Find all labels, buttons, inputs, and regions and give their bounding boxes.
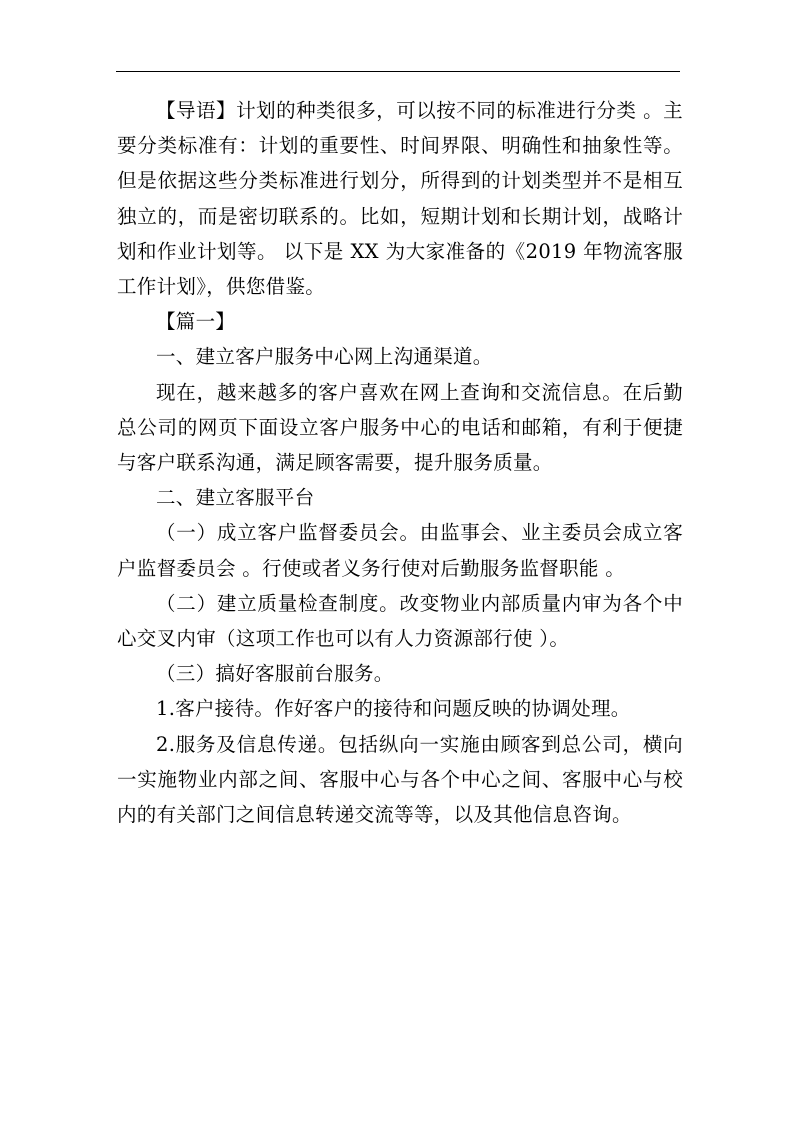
- heading-service-platform: 二、建立客服平台: [156, 486, 315, 510]
- header-rule: [116, 71, 680, 72]
- intro-paragraph: 【导语】计划的种类很多，可以按不同的标准进行分类 。主要分类标准有：计划的重要性、时间界限、明确性和抽象性等。但是依据这些分类标准进行划分，所得到的计划类型并不是相互独立的，而是密切联系的。比如，短期计划和长期计划，战略计划和作业计划等。 以下是 XX 为大家准备的《2019 年物流客服工作计划》，供您借鉴。: [117, 99, 683, 299]
- front-desk-heading: （三）搞好客服前台服务。: [156, 662, 394, 686]
- document-body: [117, 93, 683, 832]
- supervision-committee-paragraph: （一）成立客户监督委员会。由监事会、业主委员会成立客户监督委员会 。行使或者义务行使对后勤服务监督职能 。: [117, 521, 683, 580]
- information-delivery-item: 2.服务及信息传递。包括纵向一实施由顾客到总公司，横向一实施物业内部之间、客服中心与各个中心之间、客服中心与校内的有关部门之间信息转递交流等等，以及其他信息咨询。: [117, 732, 683, 827]
- reception-item: 1.客户接待。作好客户的接待和问题反映的协调处理。: [156, 697, 631, 721]
- heading-online-channel: 一、建立客户服务中心网上沟通渠道。: [156, 345, 493, 369]
- section-heading-part-one: 【篇一】: [156, 310, 236, 334]
- online-channel-paragraph: 现在，越来越多的客户喜欢在网上查询和交流信息。在后勤总公司的网页下面设立客户服务中心的电话和邮箱，有利于便捷与客户联系沟通，满足顾客需要，提升服务质量。: [117, 380, 683, 475]
- quality-inspection-paragraph: （二）建立质量检查制度。改变物业内部质量内审为各个中心交叉内审（这项工作也可以有人力资源部行使 ）。: [117, 591, 683, 651]
